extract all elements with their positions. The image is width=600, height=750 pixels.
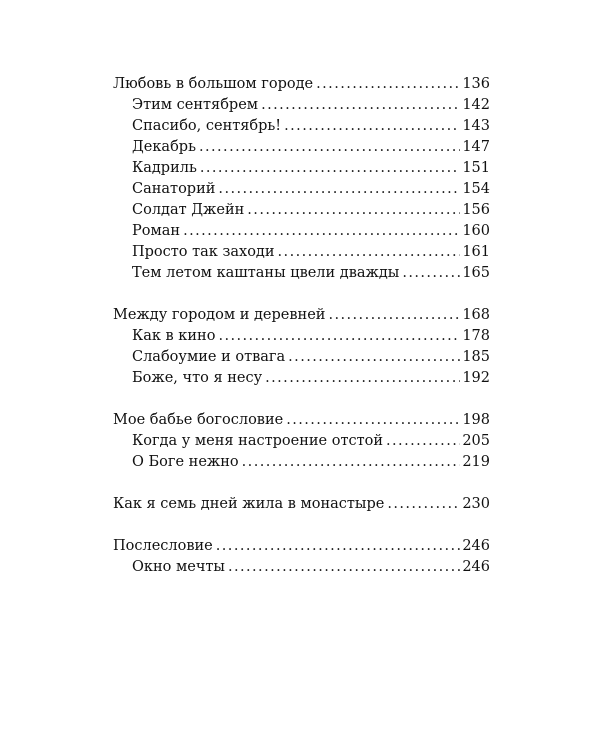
toc-section xyxy=(113,410,490,473)
toc-entry-title: Этим сентябрем xyxy=(132,97,259,113)
dot-leader xyxy=(242,452,461,473)
toc-entry xyxy=(113,452,490,473)
dot-leader xyxy=(247,200,460,221)
toc-page-number: 230 xyxy=(462,496,490,512)
toc-page-number: 142 xyxy=(462,97,490,113)
toc-section-heading xyxy=(113,410,490,431)
toc-entry xyxy=(113,347,490,368)
toc-entry-title: Просто так заходи xyxy=(132,244,275,260)
toc-entry xyxy=(113,221,490,242)
dot-leader xyxy=(218,179,460,200)
toc-entry xyxy=(113,431,490,452)
toc-entry xyxy=(113,137,490,158)
toc-page-number: 147 xyxy=(462,139,490,155)
toc-entry-title: Декабрь xyxy=(132,139,196,155)
toc-entry-title: Мое бабье богословие xyxy=(113,412,284,428)
toc-section-heading xyxy=(113,536,490,557)
dot-leader xyxy=(288,347,460,368)
toc-entry xyxy=(113,263,490,284)
toc-entry-title: Окно мечты xyxy=(132,559,225,575)
toc-entry-title: Санаторий xyxy=(132,181,216,197)
toc-section xyxy=(113,305,490,389)
dot-leader xyxy=(228,557,460,578)
toc-entry xyxy=(113,95,490,116)
toc-entry-title: Послесловие xyxy=(113,538,213,554)
dot-leader xyxy=(218,326,460,347)
toc-entry xyxy=(113,557,490,578)
dot-leader xyxy=(328,305,460,326)
toc-section-heading xyxy=(113,494,490,515)
dot-leader xyxy=(402,263,460,284)
toc-entry-title: Слабоумие и отвага xyxy=(132,349,286,365)
toc-page-number: 246 xyxy=(462,538,490,554)
toc-section-heading xyxy=(113,74,490,95)
toc-entry-title: Между городом и деревней xyxy=(113,307,326,323)
toc-entry-title: Роман xyxy=(132,223,181,239)
dot-leader xyxy=(216,536,461,557)
toc-entry xyxy=(113,200,490,221)
toc-page-number: 246 xyxy=(462,559,490,575)
dot-leader xyxy=(386,431,460,452)
toc-entry xyxy=(113,158,490,179)
toc-page-number: 178 xyxy=(462,328,490,344)
toc-entry-title: Как в кино xyxy=(132,328,216,344)
table-of-contents xyxy=(113,74,490,599)
toc-page-number: 156 xyxy=(462,202,490,218)
toc-entry-title: Кадриль xyxy=(132,160,197,176)
dot-leader xyxy=(261,95,460,116)
dot-leader xyxy=(183,221,460,242)
toc-entry-title: Боже, что я несу xyxy=(132,370,263,386)
toc-entry-title: Тем летом каштаны цвели дважды xyxy=(132,265,400,281)
toc-entry-title: О Боге нежно xyxy=(132,454,239,470)
dot-leader xyxy=(284,116,460,137)
toc-entry-title: Солдат Джейн xyxy=(132,202,245,218)
toc-page-number: 165 xyxy=(462,265,490,281)
toc-page-number: 205 xyxy=(462,433,490,449)
toc-page-number: 168 xyxy=(462,307,490,323)
toc-page-number: 192 xyxy=(462,370,490,386)
toc-page-number: 161 xyxy=(462,244,490,260)
toc-entry xyxy=(113,179,490,200)
toc-page-number: 185 xyxy=(462,349,490,365)
dot-leader xyxy=(200,158,460,179)
toc-entry-title: Когда у меня настроение отстой xyxy=(132,433,384,449)
toc-entry-title: Как я семь дней жила в монастыре xyxy=(113,496,385,512)
toc-entry-title: Любовь в большом городе xyxy=(113,76,314,92)
toc-page-number: 154 xyxy=(462,181,490,197)
dot-leader xyxy=(286,410,460,431)
toc-entry xyxy=(113,116,490,137)
toc-page-number: 151 xyxy=(462,160,490,176)
toc-page-number: 136 xyxy=(462,76,490,92)
toc-section-heading xyxy=(113,305,490,326)
toc-entry-title: Спасибо, сентябрь! xyxy=(132,118,282,134)
toc-page-number: 198 xyxy=(462,412,490,428)
dot-leader xyxy=(387,494,460,515)
toc-page-number: 143 xyxy=(462,118,490,134)
dot-leader xyxy=(199,137,460,158)
toc-page-number: 219 xyxy=(462,454,490,470)
dot-leader xyxy=(265,368,460,389)
toc-entry xyxy=(113,326,490,347)
toc-section xyxy=(113,74,490,284)
toc-entry xyxy=(113,368,490,389)
toc-entry xyxy=(113,242,490,263)
toc-page-number: 160 xyxy=(462,223,490,239)
dot-leader xyxy=(278,242,461,263)
toc-section xyxy=(113,536,490,578)
toc-section xyxy=(113,494,490,515)
dot-leader xyxy=(316,74,460,95)
